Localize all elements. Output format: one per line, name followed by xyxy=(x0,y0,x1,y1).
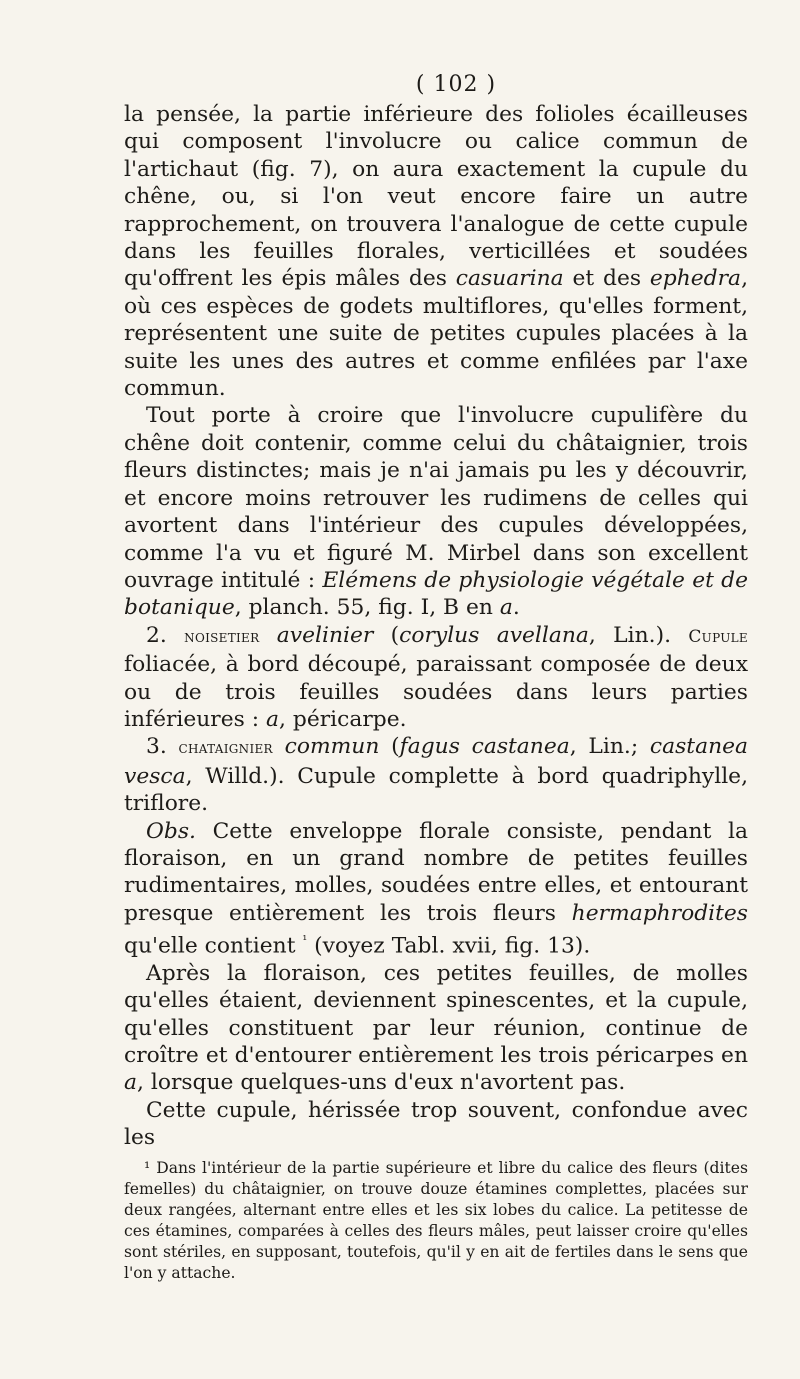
text-run: ¹ Dans l'intérieur de la partie supérieure et libre du calice des fleurs (dites femelles) du châtaignier, on trouve douze étamines complettes, placées sur deux rangées, alternant entre elles et les six lobes du calice. La petitesse de ces étamines, comparées à celles des fleurs mâles, peut laisser croire qu'elles sont stériles, en supposant, toutefois, qu'il y en ait de fertiles dans le sens que l'on y attache. xyxy=(124,1158,748,1282)
text-run: (voyez Tabl. xvii, fig. 13). xyxy=(307,933,591,959)
text-run: qu'elle contient xyxy=(124,933,303,959)
footnotes xyxy=(124,1158,748,1284)
text-run: 2. xyxy=(146,622,185,648)
small-caps-text: Cupule xyxy=(688,626,748,647)
text-run: la pensée, la partie inférieure des folioles écailleuses qui composent l'involucre ou calice commun de l'artichaut (fig. 7), on aura exactement la cupule du chêne, ou, si l'on veut encore faire un autre rapprochement, on trouvera l'analogue de cette cupule dans les feuilles florales, verticillées et soudées qu'offrent les épis mâles des xyxy=(124,102,748,292)
italic-text: hermaphrodites xyxy=(571,900,748,926)
italic-text: a xyxy=(499,595,513,621)
text-run: 3. xyxy=(146,734,179,760)
text-run: , Lin.; xyxy=(569,734,650,760)
text-run xyxy=(259,623,276,648)
paragraph xyxy=(124,960,748,1097)
paragraph xyxy=(124,733,748,817)
text-run: , lorsque quelques-uns d'eux n'avortent pas. xyxy=(137,1070,626,1096)
footnote xyxy=(124,1158,748,1284)
text-run: , Lin.). xyxy=(588,622,689,648)
paragraph xyxy=(124,402,748,621)
text-run: , péricarpe. xyxy=(279,706,407,732)
italic-text: avelinier xyxy=(276,622,374,648)
main-text xyxy=(124,101,748,1152)
text-run: , Willd.). Cupule complette à bord quadriphylle, triflore. xyxy=(124,763,748,817)
text-run: Cette enveloppe florale consiste, pendant la floraison, en un grand nombre de petites feuilles rudimentaires, molles, soudées entre elles, et entourant presque entièrement les trois fleurs xyxy=(124,818,748,926)
italic-text: ephedra xyxy=(649,266,742,292)
text-run: . xyxy=(512,595,520,621)
paragraph xyxy=(124,818,748,960)
paragraph xyxy=(124,622,748,734)
italic-text: a xyxy=(266,706,280,732)
text-run: et des xyxy=(563,266,650,292)
italic-text: fagus castanea xyxy=(399,734,570,760)
page-number: ( 102 ) xyxy=(415,72,497,97)
italic-text: Obs. xyxy=(146,818,196,844)
text-run: foliacée, à bord découpé, paraissant composée de deux ou de trois feuilles soudées dans leurs parties inférieures : xyxy=(124,652,748,732)
text-run: , planch. 55, fig. I, B en xyxy=(234,595,500,621)
italic-text: Elémens de physiologie végétale et de botanique xyxy=(124,567,748,621)
italic-text: castanea vesca xyxy=(124,734,748,789)
text-run: Tout porte à croire que l'involucre cupulifère du chêne doit contenir, comme celui du châtaignier, trois fleurs distinctes; mais je n'ai jamais pu les y découvrir, et encore moins retrouver les rudimens de celles qui avortent dans l'intérieur des cupules développées, comme l'a vu et figuré M. Mirbel dans son excellent ouvrage intitulé : xyxy=(124,403,748,593)
text-run xyxy=(273,734,285,759)
small-caps-text: chataignier xyxy=(178,738,273,759)
italic-text: a xyxy=(124,1070,137,1096)
text-run: Après la floraison, ces petites feuilles, de molles qu'elles étaient, deviennent spinescentes, et la cupule, qu'elles constituent par leur réunion, continue de croître et d'entourer entièrement les trois péricarpes en xyxy=(124,960,748,1069)
small-caps-text: noisetier xyxy=(184,626,260,647)
text-run: ( xyxy=(373,622,400,648)
footnote-marker: ¹ xyxy=(302,933,308,948)
italic-text: commun xyxy=(284,734,380,760)
italic-text: corylus avellana xyxy=(399,622,589,648)
italic-text: casuarina xyxy=(455,266,564,292)
paragraph xyxy=(124,101,748,402)
text-run: Cette cupule, hérissée trop souvent, confondue avec les xyxy=(124,1097,748,1151)
text-run: ( xyxy=(379,734,400,760)
paragraph xyxy=(124,1097,748,1152)
text-run: , où ces espèces de godets multiflores, qu'elles forment, représentent une suite de petites cupules placées à la suite les unes des autres et comme enfilées par l'axe commun. xyxy=(124,266,748,402)
